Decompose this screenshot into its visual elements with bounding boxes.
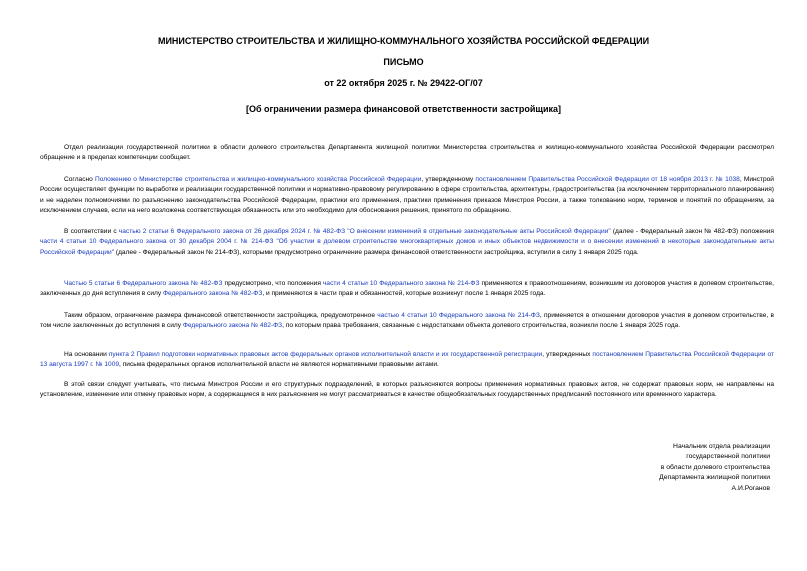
paragraph-6: [40, 350, 774, 371]
paragraph-5: [40, 311, 774, 332]
paragraph-text: , Минстрой России осуществляет функции по выработке и реализации государственной политики и нормативно-правовому регулированию в сфере строительства, архитектуры, градостроительства (за исключением территориального планирования) и не наделен полномочиями по разъяснению законодательства Российской Федерации, практики его применения, практики применения приказов Минстроя России, а также толкованию норм, терминов и понятий по обращениям, за исключением случаев, если на него возложена соответствующая обязанность или это необходимо для обоснования решения, принятого по обращению.: [40, 176, 774, 215]
paragraph-text: В соответствии с: [64, 228, 119, 235]
document-type: ПИСЬМО: [383, 57, 424, 67]
document-date-number: от 22 октября 2025 г. № 29422-ОГ/07: [324, 78, 483, 88]
signature-position-line: Департамента жилищной политики: [659, 474, 770, 482]
paragraph-2: [40, 175, 774, 217]
paragraph-text: (далее - Федеральный закон № 214-ФЗ), которыми предусмотрено ограничение размера финансовой ответственности застройщика, вступили в силу 1 января 2025 года.: [114, 248, 639, 256]
paragraph-text: (далее - Федеральный закон № 482-ФЗ) положения: [610, 228, 775, 235]
link-law-214-article-10-part-4[interactable]: частью 4 статьи 10 Федерального закона № 214-ФЗ: [377, 312, 540, 319]
link-law-482[interactable]: Федерального закона № 482-ФЗ: [182, 322, 283, 330]
link-law-482[interactable]: Федерального закона № 482-ФЗ: [163, 290, 263, 298]
paragraph-text: На основании: [64, 351, 109, 358]
paragraph-text: Отдел реализации государственной политики в области долевого строительства Департамента жилищной политики Министерства строительства и жилищно-коммунального хозяйства Российской Федерации рассмотрел обращение и в пределах компетенции сообщает.: [40, 144, 774, 162]
paragraph-text: применяются к правоотношениям, возникшим из договоров участия в долевом строительстве, заключенных до дня вступления в силу: [40, 280, 774, 298]
paragraph-text: , утвержденному: [421, 176, 476, 183]
signatory-name: А.И.Роганов: [731, 484, 770, 492]
link-law-214-article-10-part-4[interactable]: части 4 статьи 10 Федерального закона № 214-ФЗ: [322, 280, 480, 287]
paragraph-text: В этой связи следует учитывать, что письма Минстроя России и его структурных подразделений, в которых разъясняются вопросы применения нормативных правовых актов, не содержат правовых норм, не направлены на установление, изменение или отмену правовых норм, а содержащиеся в них разъяснения не могут рассматриваться в качестве общеобязательных государственных предписаний постоянного или временного характера.: [40, 381, 774, 399]
signature-position-line: государственной политики: [686, 453, 770, 461]
paragraph-text: , письма федеральных органов исполнительной власти не являются нормативными правовыми актами.: [119, 361, 439, 369]
link-law-482-article-6-part-5[interactable]: Частью 5 статьи 6 Федерального закона № 482-ФЗ: [64, 280, 223, 287]
link-government-resolution-1038[interactable]: постановлением Правительства Российской Федерации от 18 ноября 2013 г. № 1038: [475, 176, 740, 183]
paragraph-1: [40, 143, 774, 164]
paragraph-7: [40, 380, 774, 401]
link-law-482-article-6-part-2[interactable]: частью 2 статьи 6 Федерального закона от 26 декабря 2024 г. № 482-ФЗ "О внесении изменений в отдельные законодательные акты Российской Федерации": [118, 228, 611, 235]
link-ministry-regulation[interactable]: Положению о Министерстве строительства и жилищно-коммунального хозяйства Российской Федерации: [94, 176, 422, 183]
ministry-title: МИНИСТЕРСТВО СТРОИТЕЛЬСТВА И ЖИЛИЩНО-КОММУНАЛЬНОГО ХОЗЯЙСТВА РОССИЙСКОЙ ФЕДЕРАЦИИ: [157, 36, 650, 46]
signature-position-line: Начальник отдела реализации: [673, 443, 770, 450]
paragraph-3: [40, 227, 774, 258]
link-government-resolution-1009[interactable]: постановлением Правительства Российской Федерации от 13 августа 1997 г. № 1009: [40, 351, 774, 369]
document-subject: [Об ограничении размера финансовой ответственности застройщика]: [245, 104, 561, 114]
link-rules-clause-2[interactable]: пункта 2 Правил подготовки нормативных правовых актов федеральных органов исполнительной власти и их государственной регистрации: [108, 351, 543, 358]
paragraph-text: , и применяются в части прав и обязанностей, которые возникнут после 1 января 2025 года.: [262, 290, 546, 298]
signature-position-line: в области долевого строительства: [660, 463, 770, 471]
paragraph-text: Согласно: [64, 176, 95, 183]
paragraph-text: , применяется в отношении договоров участия в долевом строительстве, в том числе заключенных до вступления в силу: [40, 312, 774, 330]
paragraph-text: предусмотрено, что положения: [222, 280, 323, 287]
link-law-214-article-10-part-4[interactable]: части 4 статьи 10 Федерального закона от 30 декабря 2004 г. № 214-ФЗ "Об участии в долевом строительстве многоквартирных домов и иных объектов недвижимости и о внесении изменений в некоторые законодательные акты Российской Федерации": [40, 238, 774, 256]
paragraph-text: , утвержденных: [542, 351, 593, 358]
paragraph-4: [40, 279, 774, 300]
paragraph-text: , по которым права требования, связанные с недостатками объекта долевого строительства, возникли после 1 января 2025 года.: [282, 322, 681, 330]
paragraph-text: Таким образом, ограничение размера финансовой ответственности застройщика, предусмотренное: [64, 312, 378, 319]
signature-block: [570, 442, 770, 494]
